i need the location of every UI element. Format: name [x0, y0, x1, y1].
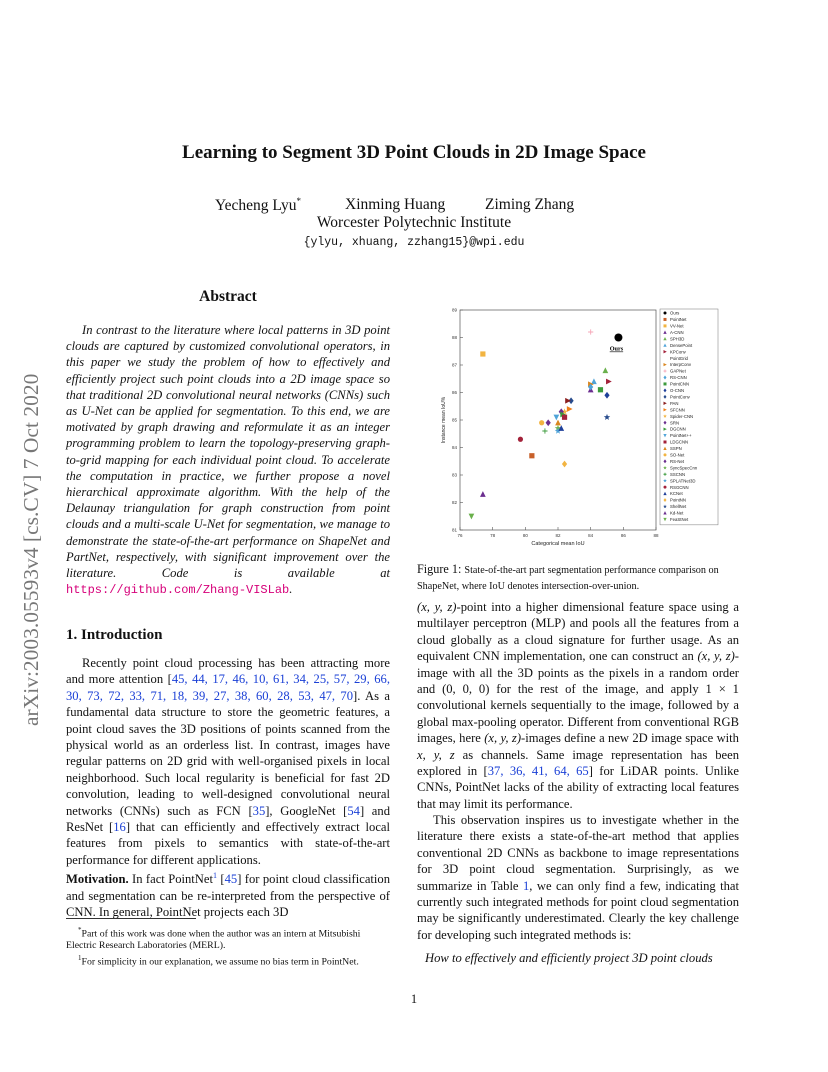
data-point-sspn: [555, 420, 561, 426]
footnotes: [66, 924, 390, 969]
citation-lidar[interactable]: 37, 36, 41, 64, 65: [487, 764, 589, 779]
motivation-paragraph: Motivation. In fact PointNet$^1$ [45] for point cloud classification and segmentation can be re-interpreted from the perspective of CNN. In general, PointNet projects each 3D: [66, 871, 390, 919]
author-1: Yecheng Lyu*: [215, 196, 302, 215]
author-list: [215, 196, 574, 215]
legend-label: LDGCNN: [670, 439, 689, 445]
data-point-shellnet: [604, 414, 610, 420]
abstract-text: In contrast to the literature where local patterns in 3D point clouds are captured by customized convolutional operators, in this paper we study the problem of how to effectively and efficiently project such point clouds into a 2D image space so that traditional 2D convolutional neural networks (CNNs) such as U-Net can be applied for segmentation. To this end, we are motivated by graph drawing and reformulate it as an integer programming problem to learn the topology-preserving graph-to-grid mapping for each individual point cloud. To accelerate the computation in practice, we further propose a novel hierarchical approximate algorithm. With the help of the Delaunay triangulation for graph construction from point clouds and a multi-scale U-Net for segmentation, we manage to demonstrate the state-of-the-art performance on ShapeNet and PartNet, respectively, with significant improvement over the literature. Code is available at: [66, 323, 390, 581]
legend-label: Ours: [670, 310, 680, 316]
x-tick-label: 82: [555, 533, 561, 538]
motivation-label: Motivation.: [66, 872, 129, 887]
legend-label: KPConv: [670, 349, 686, 355]
x-tick-label: 88: [653, 533, 659, 538]
y-tick-label: 82: [451, 500, 457, 505]
footnote-2: $^1$For simplicity in our explanation, we assume no bias term in PointNet.: [78, 954, 359, 968]
legend-label: PointCNN: [670, 381, 690, 387]
legend-label: FeaStNet: [670, 517, 689, 522]
data-point-kpconv: [606, 379, 612, 385]
y-tick-label: 87: [451, 362, 457, 368]
ours-annotation: Ours: [609, 345, 624, 353]
right-paragraph-1: (x, y, z)-point into a higher dimensional feature space using a multilayer perceptron (MLP) and pools all the features from a cloud globally as a cloud signature for further usage. As an equivalent CNN implementation, one can construct an (x, y, z)-image with all the 3D points as the pixels in a random order and (0, 0, 0) for the rest of the image, and apply 1 × 1 convolutional kernels sequentially to the image, followed by a global max-pooling operator. Different from conventional RGB images, here (x, y, z)-images define a new 2D image space with x, y, z as channels. Same image representation has been explored in [37, 36, 41, 64, 65] for LiDAR points. Unlike CNNs, PointNet lacks of the ability of extracting local features that may limit its performance.: [417, 600, 739, 811]
y-tick-label: 81: [451, 527, 457, 533]
citation-googlenet[interactable]: 54: [347, 803, 360, 818]
data-point-rs-net: [546, 419, 551, 426]
legend-marker: [664, 324, 667, 327]
data-point-pointcnn: [598, 387, 603, 392]
legend-label: VV-Net: [670, 323, 684, 329]
affiliation: Worcester Polytechnic Institute: [316, 214, 512, 231]
x-tick-label: 84: [588, 533, 594, 538]
citation-pointnet[interactable]: 45: [224, 872, 238, 887]
data-point-gapnet: [588, 329, 593, 334]
data-point-sscnn: [542, 428, 547, 433]
legend-label: SPH3D: [670, 336, 685, 342]
y-tick-label: 85: [451, 417, 457, 423]
figure-caption-text: State-of-the-art part segmentation performance comparison on ShapeNet, where IoU denotes intersection-over-union.: [417, 565, 719, 592]
x-tick-label: 86: [620, 533, 626, 538]
data-point-densepoint: [591, 378, 597, 384]
citation-fcn[interactable]: 35: [252, 803, 266, 818]
data-point-pointnn: [562, 461, 567, 468]
key-question: How to effectively and efficiently project 3D point clouds: [425, 951, 713, 965]
legend-label: RS-CNN: [670, 375, 687, 381]
legend-marker: [664, 453, 667, 456]
y-tick-label: 86: [451, 390, 457, 395]
data-point-feastnet: [469, 514, 475, 520]
page-number: 1: [410, 992, 418, 1006]
legend-label: DGCNN: [670, 426, 686, 432]
data-point-sfcnn: [567, 406, 573, 412]
footnote-ref-1[interactable]: 1: [212, 871, 217, 880]
legend-marker: [664, 486, 667, 489]
legend-marker: [664, 312, 667, 315]
legend-label: Kd-Net: [670, 510, 684, 516]
abstract-heading: Abstract: [199, 288, 257, 305]
right-paragraph-2: This observation inspires us to investigate whether in the literature there exists a state-of-the-art method that applies conventional 2D CNNs as backbone to image representations for 3D point cloud segmentation. Surprisingly, as we summarize in Table 1, we can only find a few, indicating that currently such integrated methods for point cloud segmentation may be significantly underestimated. Clearly the key challenge for developing such integrated methods is:: [417, 813, 740, 942]
legend-label: GAPNet: [670, 368, 686, 374]
legend-label: SSPN: [670, 446, 682, 452]
intro-heading: 1. Introduction: [66, 627, 163, 643]
legend-label: SyncSpecCnn: [670, 465, 698, 471]
legend-label: InterpConv: [670, 362, 692, 368]
legend-label: A-CNN: [670, 329, 684, 335]
x-tick-label: 76: [457, 533, 463, 538]
paper-title: Learning to Segment 3D Point Clouds in 2D Image Space: [182, 142, 646, 163]
legend-marker: [664, 382, 667, 385]
legend-label: RSGCNN: [670, 484, 689, 490]
data-point-rsgcnn: [518, 437, 523, 442]
data-point-so-net: [539, 420, 544, 425]
figure-caption-label: Figure 1:: [417, 562, 462, 576]
y-tick-label: 88: [451, 335, 457, 340]
x-tick-label: 80: [522, 533, 528, 538]
legend-label: PAN: [670, 400, 679, 406]
legend-marker: [664, 441, 667, 444]
figure-1-caption: [417, 562, 739, 594]
y-tick-label: 83: [451, 472, 457, 478]
data-point-sph3d: [603, 367, 609, 373]
data-point-ours: [614, 334, 622, 342]
author-emails: {ylyu, xhuang, zzhang15}@wpi.edu: [303, 236, 525, 249]
scatter-plot: [438, 302, 746, 550]
legend-label: SFCNN: [670, 407, 685, 413]
y-tick-label: 84: [451, 445, 457, 450]
legend-label: PointGrid: [670, 355, 688, 361]
data-point-kd-net: [480, 491, 486, 497]
data-point-pointnet-: [554, 415, 560, 421]
y-tick-label: 89: [451, 307, 457, 313]
abstract-body: [66, 322, 390, 598]
footnote-divider: [66, 918, 196, 919]
legend-label: KCNet: [670, 491, 683, 497]
legend-marker: [664, 318, 667, 321]
citation-resnet[interactable]: 16: [113, 820, 126, 835]
arxiv-stamp: [4, 286, 44, 726]
legend-label: ShellNet: [670, 504, 687, 510]
figure-1-chart: [438, 302, 746, 550]
y-axis-label: Instance mean IoU%: [441, 396, 447, 444]
data-point-o-cnn: [604, 392, 609, 399]
data-point-pointnet: [529, 453, 534, 458]
author-2: Xinming Huang: [345, 196, 446, 213]
legend-label: SPLATNet3D: [670, 478, 696, 484]
arxiv-stamp-text: arXiv:2003.05593v4 [cs.CV] 7 Oct 2020: [19, 373, 43, 726]
legend-label: PointConv: [670, 394, 690, 400]
x-tick-label: 78: [490, 533, 496, 538]
abstract-end: .: [289, 582, 293, 597]
footnote-1: *Part of this work was done when the author was an intern at Mitsubishi Electric Research Laboratories (MERL).: [66, 926, 361, 952]
legend-label: SSCNN: [670, 471, 686, 477]
legend-label: RS-Net: [670, 458, 685, 464]
legend-label: PointNet: [670, 317, 687, 323]
intro-paragraph-1: Recently point cloud processing has been attracting more and more attention [45, 44, 17, 46, 10, 61, 34, 25, 57, 29, 66, 30, 73, 72, 33, 71, 18, 39, 27, 38, 60, 28, 53, 47, 70]. As a fundamental data structure to store the geometric features, a point cloud saves the 3D positions of points scanned from the physical world as an orderless list. In contrast, images have regular patterns on 2D grid with well-organised pixels in local neighborhood. Such local regularity is beneficial for fast 2D convolution, leading to well-designed convolutional neural networks (CNNs) such as FCN [35], GoogleNet [54] and ResNet [16] that can efficiently and effectively extract local features from pixels to semantics with state-of-the-art performance for different applications.: [66, 656, 391, 867]
legend-label: SRN: [670, 420, 680, 426]
legend-label: O-CNN: [670, 388, 685, 393]
legend-label: SO-Net: [670, 452, 685, 458]
data-point-vv-net: [480, 351, 485, 356]
author-3: Ziming Zhang: [485, 196, 575, 213]
code-link[interactable]: https://github.com/Zhang-VISLab: [66, 583, 290, 598]
legend-label: Spider-CNN: [670, 413, 694, 419]
table-ref[interactable]: 1: [523, 878, 530, 893]
legend-label: DensePoint: [670, 342, 693, 348]
data-point-ldgcnn: [562, 415, 567, 420]
x-axis-label: Categorical mean IoU: [531, 541, 585, 547]
legend-label: PointNN: [670, 497, 687, 503]
citation-group[interactable]: 45, 44, 17, 46, 10, 61, 34, 25, 57, 29, 66, 30, 73, 72, 33, 71, 18, 39, 27, 38, 60, 28, 53, 47, 70: [66, 672, 390, 703]
legend-label: PointNet++: [670, 433, 692, 439]
